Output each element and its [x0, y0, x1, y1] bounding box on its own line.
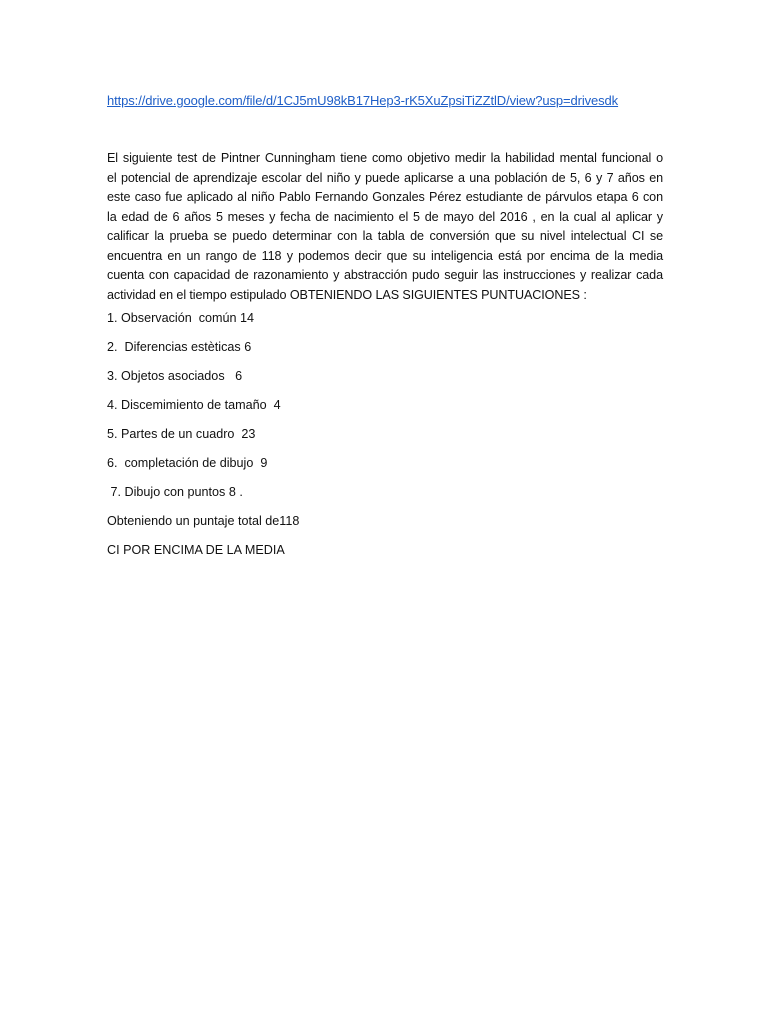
description-paragraph	[107, 149, 663, 305]
score-item-partes: 5. Partes de un cuadro 23	[107, 427, 256, 441]
score-item-diferencias: 2. Diferencias estèticas 6	[107, 340, 252, 354]
total-score: Obteniendo un puntaje total de118	[107, 514, 300, 528]
score-item-completacion: 6. completación de dibujo 9	[107, 456, 268, 470]
conclusion: CI POR ENCIMA DE LA MEDIA	[107, 543, 285, 557]
paragraph-line: encuentra en un rango de 118 y podemos decir que su inteligencia está por encima de la media	[107, 248, 663, 263]
drive-link[interactable]: https://drive.google.com/file/d/1CJ5mU98kB17Hep3-rK5XuZpsiTiZZtlD/view?usp=drivesdk	[107, 93, 619, 108]
paragraph-line: calificar la prueba se puedo determinar con la tabla de conversión que su nivel intelectual CI se	[107, 229, 663, 243]
paragraph-line: la edad de 6 años 5 meses y fecha de nacimiento el 5 de mayo del 2016 , en la cual al aplicar y	[107, 209, 663, 224]
score-item-objetos: 3. Objetos asociados 6	[107, 369, 243, 383]
paragraph-line: el potencial de aprendizaje escolar del niño y puede aplicarse a una población de 5, 6 y 7 años en	[107, 170, 663, 185]
paragraph-line: cuenta con capacidad de razonamiento y abstracción pudo seguir las instrucciones y realizar cada	[107, 268, 663, 282]
scores-list	[107, 309, 663, 570]
paragraph-line: actividad en el tiempo estipulado OBTENIENDO LAS SIGUIENTES PUNTUACIONES :	[107, 287, 587, 302]
paragraph-line: este caso fue aplicado al niño Pablo Fernando Gonzales Pérez estudiante de párvulos etapa 6 con	[107, 190, 663, 204]
score-item-tamano: 4. Discemimiento de tamaño 4	[107, 398, 281, 412]
paragraph-line: El siguiente test de Pintner Cunningham tiene como objetivo medir la habilidad mental funcional o	[107, 151, 663, 165]
score-item-dibujo: 7. Dibujo con puntos 8 .	[107, 485, 243, 499]
score-item-observacion: 1. Observación común 14	[107, 311, 255, 325]
